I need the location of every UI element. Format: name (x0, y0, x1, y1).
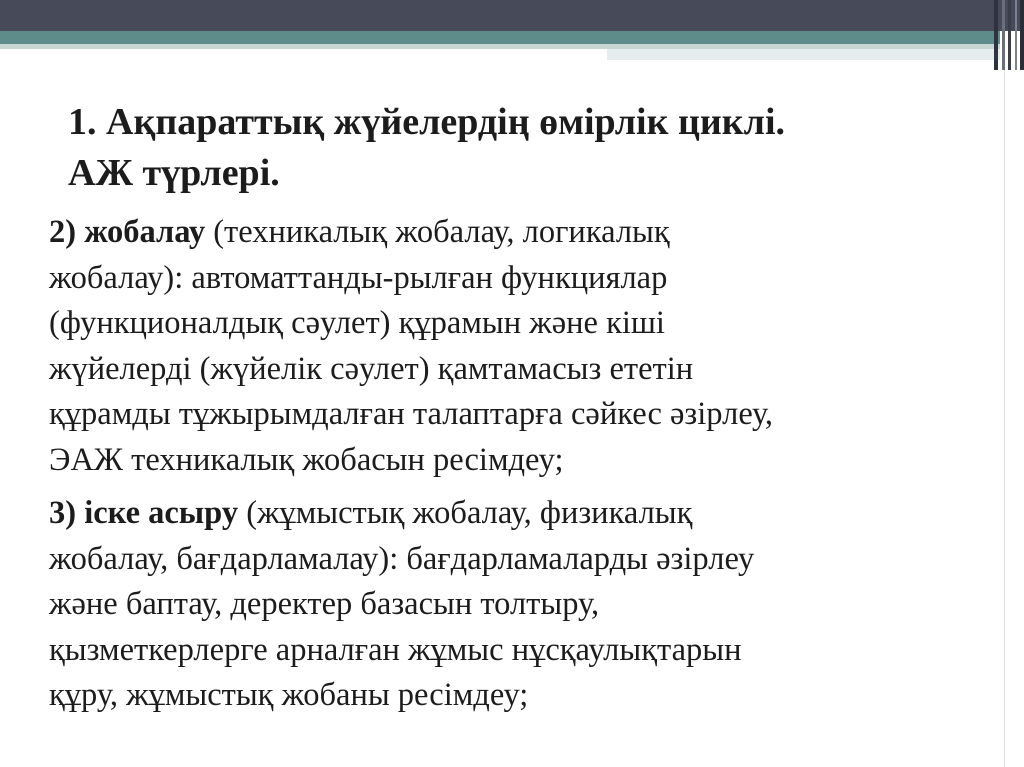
list-item-implementation (49, 491, 949, 719)
slide-title-line-2: АЖ түрлері. (68, 152, 280, 194)
list-item-text-line: құру, жұмыстық жобаны ресімдеу; (49, 677, 529, 713)
header-accent-band (0, 31, 1000, 44)
list-item-text-line: жобалау, бағдарламалау): бағдарламаларды әзірлеу (49, 540, 755, 577)
list-item-text: (жұмыстық жобалау, физикалық (238, 495, 693, 531)
header-bar (0, 0, 1024, 31)
slide-title-line-1: 1. Ақпараттық жүйелердің өмірлік циклі. (68, 101, 786, 143)
header-light-band (607, 49, 1000, 60)
header-edge-stripe (1015, 0, 1017, 70)
slide-body (49, 210, 949, 727)
header-edge-stripe (994, 0, 998, 70)
list-item-number: 2) (49, 214, 77, 250)
list-item-text: (техникалық жобалау, логикалық (205, 214, 670, 250)
list-item-text-line: құрамды тұжырымдалған талаптарға сәйкес әзірлеу, (49, 396, 774, 432)
list-item-first-line (49, 210, 949, 256)
header-edge-stripe (1002, 0, 1005, 70)
list-item-text-line: және баптау, деректер базасын толтыру, (49, 586, 600, 622)
list-item-term: жобалау (84, 214, 206, 250)
list-item-text-line: қызметкерлерге арналған жұмыс нұсқаулықтарын (49, 631, 742, 668)
list-item-text-line: жүйелерді (жүйелік сәулет) қамтамасыз ететін (49, 350, 694, 387)
list-item-text-line: (функционалдық сәулет) құрамын және кіші (49, 305, 665, 341)
list-item-first-line (49, 491, 949, 537)
list-item-term: іске асыру (84, 495, 239, 531)
slide-edge-rule (1004, 70, 1005, 767)
slide-title (68, 97, 968, 199)
list-item-number: 3) (49, 495, 77, 531)
list-item-design (49, 210, 949, 483)
header-edge-stripe (1020, 0, 1024, 70)
header-edge-stripe (1008, 0, 1011, 70)
list-item-text-line: ЭАЖ техникалық жобасын ресімдеу; (49, 441, 564, 478)
list-item-text-line: жобалау): автоматтанды-рылған функциялар (49, 259, 668, 296)
